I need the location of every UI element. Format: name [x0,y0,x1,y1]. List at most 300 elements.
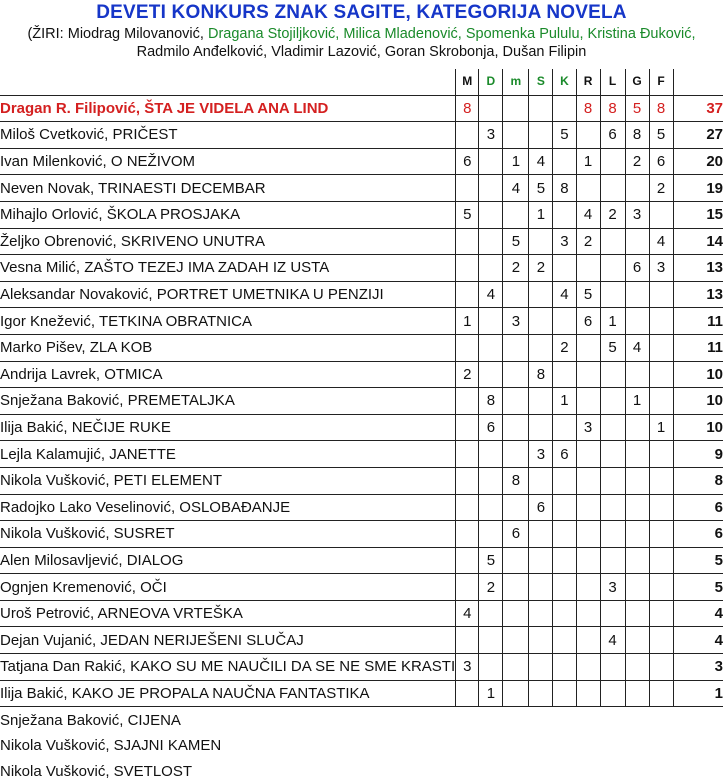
score-cell-D: 2 [479,574,503,601]
score-cell-K [553,361,576,388]
score-cell-L [600,255,625,282]
score-cell-m [503,680,529,707]
score-cell-F [649,334,673,361]
score-cell-D [479,467,503,494]
score-cell-S [529,680,553,707]
empty-cell [649,707,673,733]
score-cell-K [553,414,576,441]
table-row [0,547,723,574]
jury-green-names: Dragana Stojiljković, Milica Mladenović, Spomenka Pululu, Kristina Đuković, [207,26,696,42]
empty-cell [673,758,723,784]
score-cell-R [576,441,600,468]
score-cell-R [576,494,600,521]
score-cell-S [529,547,553,574]
empty-cell [553,707,576,733]
score-cell-G: 5 [625,95,649,122]
score-cell-M [456,122,479,149]
empty-cell [553,733,576,759]
score-cell-G [625,627,649,654]
score-cell-D [479,361,503,388]
total-score: 37 [673,95,723,122]
score-cell-S [529,521,553,548]
jury-black-names: Miodrag Milovanović, [67,26,204,42]
score-cell-M [456,414,479,441]
score-cell-G: 1 [625,388,649,415]
score-cell-D [479,654,503,681]
score-cell-G [625,228,649,255]
column-header-S: S [529,69,553,95]
table-row [0,255,723,282]
score-cell-K: 4 [553,281,576,308]
score-cell-G [625,574,649,601]
table-row [0,388,723,415]
score-cell-F [649,281,673,308]
score-cell-D [479,627,503,654]
score-cell-S [529,334,553,361]
column-header-G: G [625,69,649,95]
total-score: 15 [673,201,723,228]
score-cell-K [553,467,576,494]
total-score: 5 [673,547,723,574]
empty-cell [529,733,553,759]
table-row [0,201,723,228]
score-cell-m [503,574,529,601]
column-header-L: L [600,69,625,95]
score-cell-R [576,521,600,548]
score-cell-R [576,547,600,574]
entry-name: Dejan Vujanić, JEDAN NERIJEŠENI SLUČAJ [0,627,456,654]
score-cell-M [456,547,479,574]
score-cell-L [600,388,625,415]
score-cell-M: 4 [456,600,479,627]
score-cell-D [479,600,503,627]
score-cell-L [600,441,625,468]
entry-name: Snježana Baković, PREMETALJKA [0,388,456,415]
score-cell-G [625,600,649,627]
score-cell-G: 8 [625,122,649,149]
total-score: 6 [673,494,723,521]
score-cell-D [479,521,503,548]
total-score: 10 [673,388,723,415]
entry-name: Tatjana Dan Rakić, KAKO SU ME NAUČILI DA SE NE SME KRASTI [0,654,456,681]
empty-cell [456,733,479,759]
total-score: 4 [673,600,723,627]
score-cell-m: 4 [503,175,529,202]
score-cell-R [576,334,600,361]
total-score: 10 [673,361,723,388]
score-cell-m: 1 [503,148,529,175]
score-cell-R [576,574,600,601]
score-cell-F [649,388,673,415]
score-cell-K [553,547,576,574]
score-cell-L [600,547,625,574]
score-cell-K [553,308,576,335]
table-row [0,308,723,335]
empty-cell [479,733,503,759]
score-cell-F: 8 [649,95,673,122]
score-cell-K: 6 [553,441,576,468]
table-row [0,334,723,361]
score-cell-G [625,680,649,707]
score-cell-M [456,228,479,255]
score-cell-D: 8 [479,388,503,415]
score-cell-K [553,255,576,282]
score-cell-m [503,95,529,122]
score-cell-L [600,148,625,175]
score-cell-R: 3 [576,414,600,441]
score-cell-R [576,680,600,707]
score-cell-R [576,388,600,415]
score-cell-M [456,467,479,494]
empty-cell [600,733,625,759]
total-score: 13 [673,281,723,308]
score-cell-M: 6 [456,148,479,175]
score-cell-D [479,228,503,255]
score-cell-F [649,201,673,228]
entry-name: Ilija Bakić, NEČIJE RUKE [0,414,456,441]
entry-name: Neven Novak, TRINAESTI DECEMBAR [0,175,456,202]
total-score: 3 [673,654,723,681]
score-cell-G [625,467,649,494]
score-cell-S [529,281,553,308]
entry-name: Nikola Vušković, SUSRET [0,521,456,548]
entry-name: Nikola Vušković, SVETLOST [0,762,193,780]
table-row [0,574,723,601]
entry-name: Ilija Bakić, KAKO JE PROPALA NAUČNA FANTASTIKA [0,680,456,707]
score-cell-D: 5 [479,547,503,574]
total-score: 27 [673,122,723,149]
total-score: 10 [673,414,723,441]
total-score: 8 [673,467,723,494]
score-cell-D [479,175,503,202]
score-cell-R [576,654,600,681]
total-score: 14 [673,228,723,255]
score-cell-R: 1 [576,148,600,175]
score-cell-L: 8 [600,95,625,122]
score-cell-L: 6 [600,122,625,149]
score-cell-L [600,361,625,388]
score-cell-M: 2 [456,361,479,388]
score-cell-K [553,95,576,122]
table-row [0,521,723,548]
table-row [0,441,723,468]
score-cell-G [625,521,649,548]
score-cell-R [576,122,600,149]
results-table [0,69,723,784]
column-header-R: R [576,69,600,95]
score-cell-M: 8 [456,95,479,122]
score-cell-m [503,547,529,574]
entry-name: Ognjen Kremenović, OČI [0,574,456,601]
score-cell-K [553,654,576,681]
total-score: 4 [673,627,723,654]
score-cell-F [649,680,673,707]
entry-name: Željko Obrenović, SKRIVENO UNUTRA [0,228,456,255]
score-cell-F [649,654,673,681]
score-cell-m: 8 [503,467,529,494]
score-cell-S: 8 [529,361,553,388]
score-cell-L [600,521,625,548]
score-cell-R [576,627,600,654]
score-cell-M: 1 [456,308,479,335]
score-cell-F [649,627,673,654]
score-cell-F [649,308,673,335]
score-cell-K: 3 [553,228,576,255]
total-score: 11 [673,334,723,361]
score-cell-S [529,654,553,681]
score-cell-G: 3 [625,201,649,228]
entry-name: Dragan R. Filipović, ŠTA JE VIDELA ANA LIND [0,95,456,122]
table-row [0,361,723,388]
table-row [0,680,723,707]
table-row [0,281,723,308]
score-cell-D [479,255,503,282]
score-cell-L [600,654,625,681]
entry-name: Ivan Milenković, O NEŽIVOM [0,148,456,175]
empty-cell [479,707,503,733]
total-score: 1 [673,680,723,707]
unranked-row [0,707,723,733]
score-cell-G [625,494,649,521]
empty-cell [456,707,479,733]
table-row [0,122,723,149]
score-cell-G [625,281,649,308]
score-cell-M [456,441,479,468]
score-cell-L [600,414,625,441]
empty-cell [600,758,625,784]
score-cell-S [529,627,553,654]
score-cell-S [529,388,553,415]
unranked-row [0,733,723,759]
score-cell-S [529,122,553,149]
score-cell-G [625,414,649,441]
score-cell-R: 8 [576,95,600,122]
score-cell-S [529,414,553,441]
score-cell-K: 8 [553,175,576,202]
score-cell-F [649,574,673,601]
entry-name: Miloš Cvetković, PRIČEST [0,122,456,149]
score-cell-S: 6 [529,494,553,521]
entry-name: Nikola Vušković, SJAJNI KAMEN [0,737,222,755]
score-cell-F: 6 [649,148,673,175]
column-header-K: K [553,69,576,95]
score-cell-D [479,334,503,361]
score-cell-K: 1 [553,388,576,415]
score-cell-F [649,494,673,521]
total-score: 9 [673,441,723,468]
score-cell-M [456,388,479,415]
entry-name: Radojko Lako Veselinović, OSLOBAĐANJE [0,494,456,521]
entry-name: Lejla Kalamujić, JANETTE [0,441,456,468]
score-cell-M [456,494,479,521]
table-row [0,175,723,202]
score-cell-M [456,281,479,308]
score-cell-S: 1 [529,201,553,228]
score-cell-D [479,201,503,228]
table-row [0,627,723,654]
empty-cell [576,758,600,784]
score-cell-F [649,521,673,548]
score-cell-M [456,521,479,548]
score-cell-K [553,627,576,654]
jury-prefix: (ŽIRI: [27,26,64,42]
score-cell-M [456,627,479,654]
score-cell-m [503,122,529,149]
score-cell-L [600,494,625,521]
score-cell-R [576,255,600,282]
score-cell-m [503,201,529,228]
empty-cell [553,758,576,784]
score-cell-D: 4 [479,281,503,308]
score-cell-F: 2 [649,175,673,202]
score-cell-G: 4 [625,334,649,361]
score-cell-L [600,680,625,707]
page-title: DEVETI KONKURS ZNAK SAGITE, KATEGORIJA NOVELA [96,2,627,23]
score-cell-K [553,148,576,175]
score-cell-D: 3 [479,122,503,149]
header-row [0,69,723,95]
score-cell-S [529,228,553,255]
score-cell-L: 3 [600,574,625,601]
score-cell-D [479,308,503,335]
score-cell-R [576,175,600,202]
score-cell-M [456,574,479,601]
score-cell-m [503,334,529,361]
total-score: 6 [673,521,723,548]
score-cell-M [456,175,479,202]
entry-name: Vesna Milić, ZAŠTO TEZEJ IMA ZADAH IZ USTA [0,255,456,282]
column-header-F: F [649,69,673,95]
score-cell-L [600,281,625,308]
column-header-M: M [456,69,479,95]
total-score: 13 [673,255,723,282]
total-score: 11 [673,308,723,335]
score-cell-R [576,361,600,388]
score-cell-G [625,654,649,681]
score-cell-L [600,175,625,202]
entry-name: Aleksandar Novaković, PORTRET UMETNIKA U PENZIJI [0,281,456,308]
empty-cell [456,758,479,784]
header-name-cell [0,69,456,95]
score-cell-F: 4 [649,228,673,255]
jury-line-2: Radmilo Anđelković, Vladimir Lazović, Goran Skrobonja, Dušan Filipin [136,44,587,60]
empty-cell [600,707,625,733]
score-cell-S [529,308,553,335]
score-cell-D [479,441,503,468]
score-cell-G [625,547,649,574]
entry-name: Andrija Lavrek, OTMICA [0,361,456,388]
score-cell-F [649,467,673,494]
column-header-total [673,69,723,95]
score-cell-M [456,334,479,361]
score-cell-D [479,148,503,175]
score-cell-m [503,441,529,468]
score-cell-M [456,255,479,282]
empty-cell [503,758,529,784]
table-row [0,600,723,627]
total-score: 19 [673,175,723,202]
score-cell-R: 6 [576,308,600,335]
score-cell-L [600,228,625,255]
table-row [0,95,723,122]
score-cell-R [576,600,600,627]
empty-cell [649,733,673,759]
score-cell-S [529,467,553,494]
score-cell-G [625,441,649,468]
empty-cell [576,707,600,733]
score-cell-m [503,281,529,308]
score-cell-m [503,361,529,388]
score-cell-m [503,414,529,441]
column-header-D: D [479,69,503,95]
empty-cell [503,733,529,759]
score-cell-L [600,467,625,494]
column-header-m: m [503,69,529,95]
score-cell-G: 2 [625,148,649,175]
score-cell-D [479,95,503,122]
score-cell-G: 6 [625,255,649,282]
score-cell-K [553,494,576,521]
table-row [0,467,723,494]
score-cell-D [479,494,503,521]
score-cell-G [625,361,649,388]
score-cell-m [503,494,529,521]
score-cell-L: 2 [600,201,625,228]
score-cell-m [503,627,529,654]
score-cell-K [553,600,576,627]
score-cell-S [529,600,553,627]
score-cell-S: 5 [529,175,553,202]
score-cell-L [600,600,625,627]
score-cell-D: 1 [479,680,503,707]
score-cell-K [553,201,576,228]
score-cell-F: 1 [649,414,673,441]
entry-name: Nikola Vušković, PETI ELEMENT [0,467,456,494]
table-row [0,228,723,255]
score-cell-K [553,680,576,707]
score-cell-R [576,467,600,494]
table-row [0,494,723,521]
score-cell-L: 4 [600,627,625,654]
jury-line-1 [0,26,723,42]
empty-cell [649,758,673,784]
score-cell-M: 3 [456,654,479,681]
score-cell-R: 5 [576,281,600,308]
score-cell-K: 2 [553,334,576,361]
score-cell-m [503,654,529,681]
score-cell-S: 3 [529,441,553,468]
score-cell-m [503,600,529,627]
entry-name: Igor Knežević, TETKINA OBRATNICA [0,308,456,335]
score-cell-K [553,521,576,548]
total-score: 20 [673,148,723,175]
score-cell-L: 1 [600,308,625,335]
empty-cell [503,707,529,733]
score-cell-S [529,95,553,122]
score-cell-F [649,600,673,627]
empty-cell [479,758,503,784]
total-score: 5 [673,574,723,601]
table-row [0,414,723,441]
entry-name: Snježana Baković, CIJENA [0,711,181,729]
empty-cell [625,758,649,784]
empty-cell [625,733,649,759]
score-cell-F [649,361,673,388]
entry-name: Mihajlo Orlović, ŠKOLA PROSJAKA [0,201,456,228]
score-cell-m: 2 [503,255,529,282]
score-cell-m: 3 [503,308,529,335]
score-cell-D: 6 [479,414,503,441]
